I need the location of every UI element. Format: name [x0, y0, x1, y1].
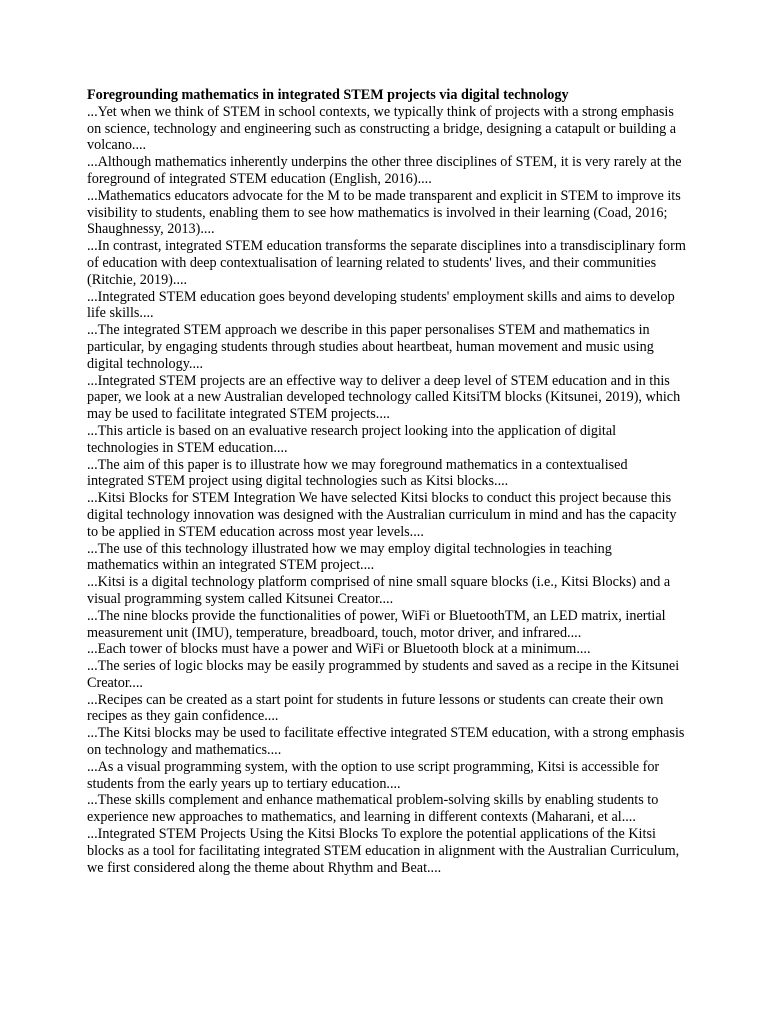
paragraph-10: ...Kitsi Blocks for STEM Integration We have selected Kitsi blocks to conduct this project because this digital technology innovation was designed with the Australian curriculum in mind and has the capacity to be applied in STEM education across most year levels.... [87, 490, 677, 540]
paragraph-16: ...Recipes can be created as a start point for students in future lessons or students can create their own recipes as they gain confidence.... [87, 691, 664, 725]
paragraph-2: ...Although mathematics inherently underpins the other three disciplines of STEM, it is very rarely at the foreground of integrated STEM education (English, 2016).... [87, 154, 682, 187]
paragraph-11: ...The use of this technology illustrated how we may employ digital technologies in teaching mathematics within an integrated STEM project.... [87, 540, 612, 574]
paragraph-18: ...As a visual programming system, with the option to use script programming, Kitsi is accessible for students from the early years up to tertiary education.... [87, 758, 660, 792]
paragraph-15: ...The series of logic blocks may be easily programmed by students and saved as a recipe in the Kitsunei Creator.... [87, 658, 680, 691]
paragraph-20: ...Integrated STEM Projects Using the Kitsi Blocks To explore the potential applications of the Kitsi blocks as a tool for facilitating integrated STEM education in alignment with the Australian Curriculum, we first considered along the theme about Rhythm and Beat.... [87, 826, 680, 876]
paragraph-17: ...The Kitsi blocks may be used to facilitate effective integrated STEM education, with a strong emphasis on technology and mathematics.... [87, 725, 685, 759]
paragraph-8: ...This article is based on an evaluative research project looking into the application of digital technologies in STEM education.... [87, 422, 617, 456]
paragraph-19: ...These skills complement and enhance mathematical problem-solving skills by enabling students to experience new approaches to mathematics, and learning in different contexts (Maharani, et al.... [87, 792, 659, 826]
paragraph-9: ...The aim of this paper is to illustrate how we may foreground mathematics in a contextualised integrated STEM project using digital technologies such as Kitsi blocks.... [87, 456, 628, 490]
document-page [87, 87, 687, 876]
paragraph-3: ...Mathematics educators advocate for the M to be made transparent and explicit in STEM to improve its visibility to students, enabling them to see how mathematics is involved in their learning (Coad, 2016; Shaughnessy, 2013).... [87, 187, 681, 238]
paragraph-5: ...Integrated STEM education goes beyond developing students' employment skills and aims to develop life skills.... [87, 288, 675, 322]
paragraph-7: ...Integrated STEM projects are an effective way to deliver a deep level of STEM education and in this paper, we look at a new Australian developed technology called KitsiTM blocks (Kitsunei, 2019), which may be used to facilitate integrated STEM projects.... [87, 372, 681, 423]
paragraph-12: ...Kitsi is a digital technology platform comprised of nine small square blocks (i.e., Kitsi Blocks) and a visual programming system called Kitsunei Creator.... [87, 574, 671, 607]
paragraph-4: ...In contrast, integrated STEM education transforms the separate disciplines into a transdisciplinary form of education with deep contextualisation of learning related to students' lives, and their communities (Ritchie, 2019).... [87, 238, 686, 288]
paragraph-14: ...Each tower of blocks must have a power and WiFi or Bluetooth block at a minimum.... [87, 641, 591, 658]
paragraph-13: ...The nine blocks provide the functionalities of power, WiFi or BluetoothTM, an LED matrix, inertial measurement unit (IMU), temperature, breadboard, touch, motor driver, and infrared.... [87, 607, 666, 641]
document-title: Foregrounding mathematics in integrated STEM projects via digital technology [87, 87, 569, 103]
paragraph-6: ...The integrated STEM approach we describe in this paper personalises STEM and mathematics in particular, by engaging students through studies about heartbeat, human movement and music using digital technology.... [87, 322, 654, 372]
paragraph-1: ...Yet when we think of STEM in school contexts, we typically think of projects with a strong emphasis on science, technology and engineering such as constructing a bridge, designing a catapult or building a volcano.... [87, 103, 677, 154]
